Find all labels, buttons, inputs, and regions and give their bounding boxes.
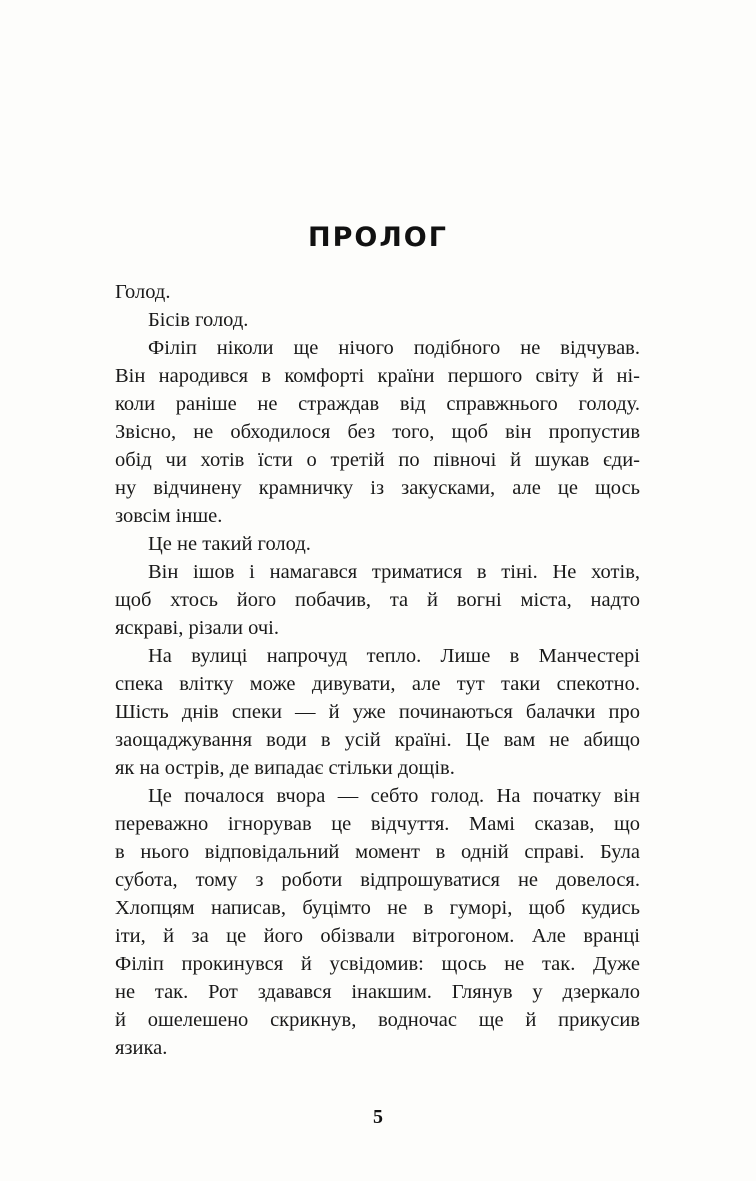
text-line: На вулиці напрочуд тепло. Лише в Манчестері (148, 645, 640, 667)
text-line: спека влітку може дивувати, але тут таки спекотно. (115, 673, 640, 695)
text-line: яскраві, різали очі. (115, 617, 279, 639)
text-line: Філіп ніколи ще нічого подібного не відчував. (148, 337, 640, 359)
text-line: Він ішов і намагався триматися в тіні. Не хотів, (148, 561, 640, 583)
text-line: Бісів голод. (148, 309, 249, 331)
paragraph (115, 306, 640, 334)
text-line: обід чи хотів їсти о третій по півночі й шукав єди- (115, 449, 640, 471)
text-line: як на острів, де випадає стільки дощів. (115, 757, 455, 779)
paragraph (115, 782, 640, 1062)
text-line: Це почалося вчора — себто голод. На початку він (148, 785, 640, 807)
chapter-title: ПРОЛОГ (308, 222, 448, 253)
page-number: 5 (373, 1106, 383, 1128)
text-line: субота, тому з роботи відпрошуватися не довелося. (115, 869, 640, 891)
text-line: Голод. (115, 281, 171, 303)
page-text (115, 278, 640, 1062)
paragraph (115, 530, 640, 558)
text-line: не так. Рот здавався інакшим. Глянув у дзеркало (115, 981, 640, 1003)
paragraph (115, 558, 640, 642)
text-line: ну відчинену крамничку із закусками, але це щось (115, 477, 640, 499)
text-line: переважно ігнорував це відчуття. Мамі сказав, що (115, 813, 640, 835)
text-line: язика. (115, 1037, 168, 1059)
text-line: Він народився в комфорті країни першого світу й ні- (115, 365, 640, 387)
text-line: зовсім інше. (115, 505, 223, 527)
text-line: й ошелешено скрикнув, водночас ще й прикусив (115, 1009, 640, 1031)
paragraph (115, 642, 640, 782)
text-line: коли раніше не страждав від справжнього голоду. (115, 393, 640, 415)
text-line: іти, й за це його обізвали вітрогоном. Але вранці (115, 925, 640, 947)
text-line: Це не такий голод. (148, 533, 311, 555)
text-line: Звісно, не обходилося без того, щоб він пропустив (115, 421, 640, 443)
text-line: Хлопцям написав, буцімто не в гуморі, щоб кудись (115, 897, 640, 919)
text-line: щоб хтось його побачив, та й вогні міста, надто (115, 589, 640, 611)
text-line: в нього відповідальний момент в одній справі. Була (115, 841, 640, 863)
paragraph (115, 278, 640, 306)
text-line: Шість днів спеки — й уже починаються балачки про (115, 701, 640, 723)
text-line: Філіп прокинувся й усвідомив: щось не так. Дуже (115, 953, 640, 975)
text-line: заощаджування води в усій країні. Це вам не абищо (115, 729, 640, 751)
paragraph (115, 334, 640, 530)
